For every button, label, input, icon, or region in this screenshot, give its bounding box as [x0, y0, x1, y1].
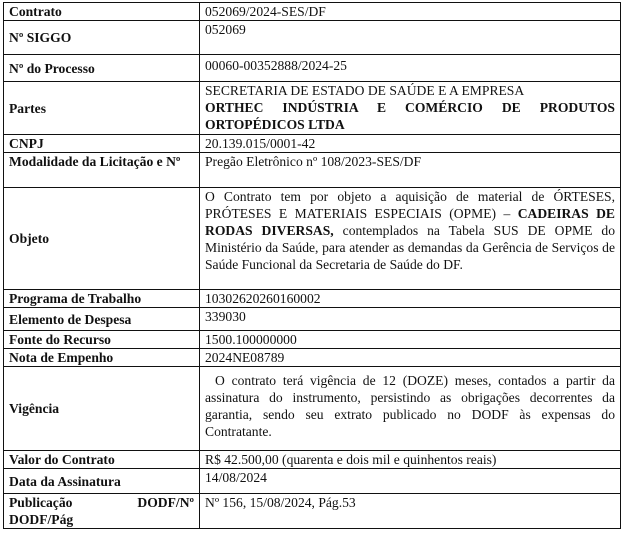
publicacao-label-line1 [9, 494, 194, 511]
row-processo [4, 55, 621, 82]
row-fonte [4, 331, 621, 349]
objeto-bold-text: CADEIRAS DE RODAS DIVERSAS, [205, 206, 615, 238]
value-elemento: 339030 [200, 308, 621, 331]
value-modalidade: Pregão Eletrônico nº 108/2023-SES/DF [200, 153, 621, 188]
row-modalidade [4, 153, 621, 188]
value-publicacao: Nº 156, 15/08/2024, Pág.53 [200, 494, 621, 529]
publicacao-label-part1: Publicação [9, 495, 73, 510]
objeto-text-part2: contemplados na Tabela SUS DE OPME do Ministério da Saúde, para atender as demandas da Gerência de Serviços de Saúde Funcional da Secretaria de Saúde do DF. [205, 223, 615, 272]
row-siggo [4, 21, 621, 55]
publicacao-label-part2: DODF/Nº [137, 495, 194, 510]
label-programa: Programa de Trabalho [4, 290, 200, 308]
contract-summary-table [3, 2, 621, 529]
value-processo: 00060-00352888/2024-25 [200, 55, 621, 82]
objeto-text-part1: O Contrato tem por objeto a aquisição de material de ÓRTESES, PRÓTESES E MATERIAIS ESPECIAIS (OPME) – [205, 189, 615, 221]
value-vigencia: O contrato terá vigência de 12 (DOZE) meses, contados a partir da assinatura do instrumento, persistindo as obrigações decorrentes da garantia, sendo seu extrato publicado no DODF às expensas do Contratante. [200, 367, 621, 451]
row-publicacao [4, 494, 621, 529]
value-contrato: 052069/2024-SES/DF [200, 3, 621, 21]
value-siggo: 052069 [200, 21, 621, 55]
label-cnpj: CNPJ [4, 135, 200, 153]
value-partes [200, 82, 621, 135]
label-partes: Partes [4, 82, 200, 135]
row-partes [4, 82, 621, 135]
label-fonte: Fonte do Recurso [4, 331, 200, 349]
partes-company-name: ORTHEC INDÚSTRIA E COMÉRCIO DE PRODUTOS ORTOPÉDICOS LTDA [205, 100, 615, 132]
row-elemento [4, 308, 621, 331]
value-nota: 2024NE08789 [200, 349, 621, 367]
label-objeto: Objeto [4, 188, 200, 290]
row-nota [4, 349, 621, 367]
row-objeto [4, 188, 621, 290]
label-modalidade: Modalidade da Licitação e Nº [4, 153, 200, 188]
value-fonte: 1500.100000000 [200, 331, 621, 349]
label-data: Data da Assinatura [4, 469, 200, 494]
row-programa [4, 290, 621, 308]
row-contrato [4, 3, 621, 21]
publicacao-label-part3: DODF/Pág [9, 512, 74, 527]
label-siggo: Nº SIGGO [4, 21, 200, 55]
row-valor [4, 451, 621, 469]
row-vigencia [4, 367, 621, 451]
value-data: 14/08/2024 [200, 469, 621, 494]
label-elemento: Elemento de Despesa [4, 308, 200, 331]
value-programa: 10302620260160002 [200, 290, 621, 308]
label-vigencia: Vigência [4, 367, 200, 451]
row-data [4, 469, 621, 494]
value-objeto [200, 188, 621, 290]
label-valor: Valor do Contrato [4, 451, 200, 469]
row-cnpj [4, 135, 621, 153]
label-nota: Nota de Empenho [4, 349, 200, 367]
value-cnpj: 20.139.015/0001-42 [200, 135, 621, 153]
value-valor: R$ 42.500,00 (quarenta e dois mil e quinhentos reais) [200, 451, 621, 469]
label-publicacao [4, 494, 200, 529]
label-processo: Nº do Processo [4, 55, 200, 82]
partes-plain-text: SECRETARIA DE ESTADO DE SAÚDE E A EMPRESA [205, 83, 525, 98]
label-contrato: Contrato [4, 3, 200, 21]
